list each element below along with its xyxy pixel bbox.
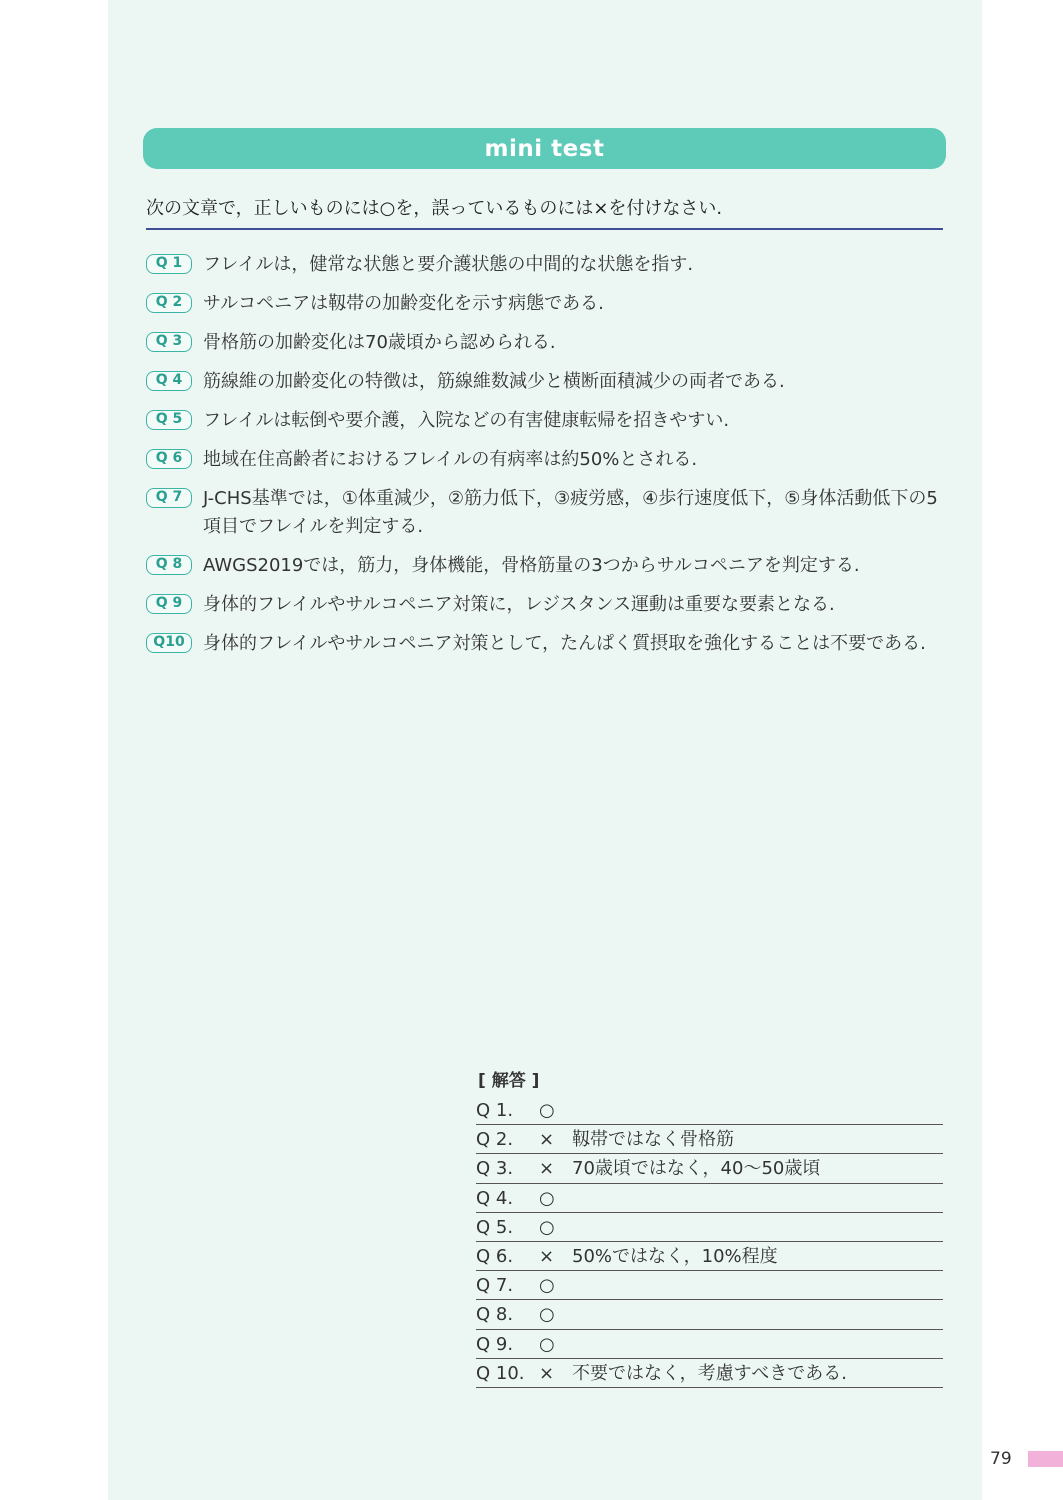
answer-row <box>476 1271 943 1300</box>
question-item <box>146 591 943 619</box>
question-text: AWGS2019では，筋力，身体機能，骨格筋量の3つからサルコペニアを判定する. <box>203 555 860 576</box>
answer-note <box>572 1213 943 1241</box>
answer-row <box>476 1154 943 1183</box>
answer-question-number: Q 1. <box>476 1100 514 1121</box>
page-number: 79 <box>990 1449 1012 1469</box>
answer-mark: ○ <box>539 1333 555 1355</box>
answer-row <box>476 1213 943 1242</box>
answer-note: 50%ではなく，10%程度 <box>572 1245 778 1267</box>
answer-note <box>572 1184 943 1212</box>
question-text: サルコペニアは靱帯の加齢変化を示す病態である. <box>203 293 604 314</box>
question-item <box>146 368 943 396</box>
answer-mark: × <box>539 1245 555 1267</box>
question-badge: Q10 <box>146 633 192 653</box>
question-item <box>146 407 943 435</box>
answer-row <box>476 1359 943 1388</box>
answer-note <box>572 1300 943 1328</box>
question-badge: Q 8 <box>146 555 192 575</box>
answer-row <box>476 1242 943 1271</box>
answer-question-number: Q 6. <box>476 1245 514 1267</box>
question-item <box>146 446 943 474</box>
answer-mark: ○ <box>539 1187 555 1209</box>
answer-question-number: Q 9. <box>476 1333 514 1355</box>
question-badge: Q 4 <box>146 371 192 391</box>
question-item <box>146 290 943 318</box>
answer-mark: × <box>539 1158 555 1180</box>
answer-row <box>476 1330 943 1359</box>
answer-question-number: Q 10. <box>476 1362 525 1384</box>
answer-note: 不要ではなく，考慮すべきである. <box>572 1362 848 1384</box>
answer-question-number: Q 5. <box>476 1216 514 1238</box>
question-text: フレイルは，健常な状態と要介護状態の中間的な状態を指す. <box>203 254 694 275</box>
answer-mark: ○ <box>539 1216 555 1238</box>
question-badge: Q 3 <box>146 332 192 352</box>
question-item <box>146 329 943 357</box>
question-text: フレイルは転倒や要介護，入院などの有害健康転帰を招きやすい. <box>203 410 730 431</box>
question-text: J-CHS基準では，①体重減少，②筋力低下，③疲労感，④歩行速度低下，⑤身体活動低下の5項目でフレイルを判定する. <box>203 488 938 537</box>
answer-question-number: Q 7. <box>476 1275 514 1297</box>
question-text: 地域在住高齢者におけるフレイルの有病率は約50%とされる. <box>203 449 698 470</box>
answer-question-number: Q 4. <box>476 1187 514 1209</box>
question-badge: Q 2 <box>146 293 192 313</box>
question-badge: Q 5 <box>146 410 192 430</box>
mini-test-banner: mini test <box>143 128 946 169</box>
question-text: 身体的フレイルやサルコペニア対策として，たんぱく質摂取を強化することは不要である. <box>203 633 926 654</box>
answer-row <box>476 1125 943 1154</box>
question-badge: Q 7 <box>146 488 192 508</box>
question-item <box>146 552 943 580</box>
question-text: 骨格筋の加齢変化は70歳頃から認められる. <box>203 332 556 353</box>
answer-mark: ○ <box>539 1100 555 1121</box>
question-badge: Q 9 <box>146 594 192 614</box>
question-text: 筋線維の加齢変化の特徴は，筋線維数減少と横断面積減少の両者である. <box>203 371 785 392</box>
answer-note <box>572 1330 943 1358</box>
question-item <box>146 485 943 541</box>
answer-note: 靱帯ではなく骨格筋 <box>572 1129 734 1151</box>
answer-row <box>476 1300 943 1329</box>
answer-mark: × <box>539 1362 555 1384</box>
question-item <box>146 251 943 279</box>
question-text: 身体的フレイルやサルコペニア対策に，レジスタンス運動は重要な要素となる. <box>203 594 835 615</box>
answer-mark: ○ <box>539 1304 555 1326</box>
answer-mark: ○ <box>539 1275 555 1297</box>
answer-row <box>476 1184 943 1213</box>
answer-key <box>476 1066 943 1388</box>
answer-note: 70歳頃ではなく，40～50歳頃 <box>572 1158 821 1180</box>
question-item <box>146 630 943 658</box>
answer-question-number: Q 8. <box>476 1304 514 1326</box>
page-edge-tab <box>1028 1451 1063 1467</box>
question-badge: Q 6 <box>146 449 192 469</box>
question-list <box>146 251 943 669</box>
answer-key-title: [ 解答 ] <box>478 1071 540 1091</box>
answer-question-number: Q 2. <box>476 1129 514 1151</box>
answer-note <box>572 1096 943 1124</box>
question-badge: Q 1 <box>146 254 192 274</box>
answer-row <box>476 1096 943 1125</box>
answer-question-number: Q 3. <box>476 1158 514 1180</box>
instruction-text: 次の文章で，正しいものには○を，誤っているものには×を付けなさい. <box>146 194 943 230</box>
answer-note <box>572 1271 943 1299</box>
answer-mark: × <box>539 1129 555 1151</box>
